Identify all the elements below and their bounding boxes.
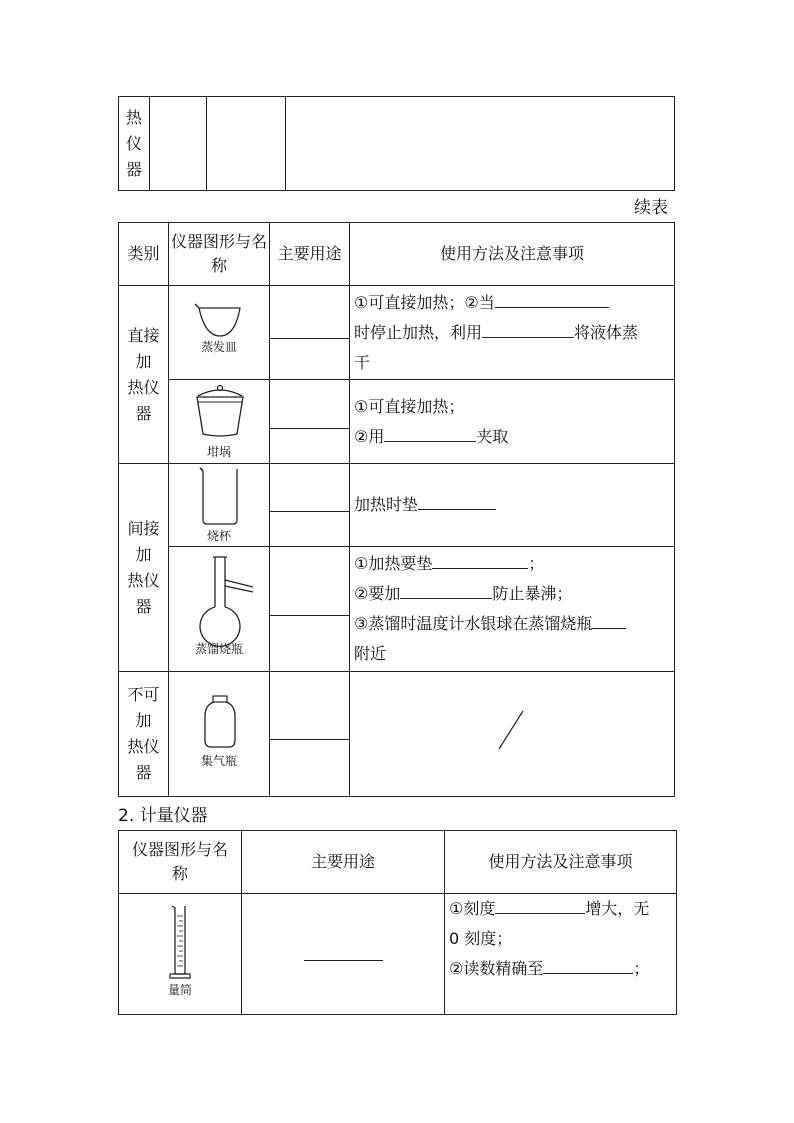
notes-gas-bottle — [350, 672, 675, 797]
use-crucible — [270, 380, 350, 464]
answer-blank — [304, 960, 383, 961]
answer-blank — [270, 428, 349, 429]
group-direct-heating: 直接 加 热仪 器 — [119, 286, 169, 464]
answer-blank — [495, 895, 585, 914]
instrument-name: 蒸馏烧瓶 — [194, 642, 243, 656]
instrument-name: 蒸发皿 — [200, 340, 237, 354]
use-evaporating-dish — [270, 286, 350, 380]
heating-instruments-table — [118, 222, 675, 797]
instrument-name: 烧杯 — [206, 529, 231, 543]
use-distillation-flask — [270, 547, 350, 672]
header-usage-notes: 使用方法及注意事项 — [445, 831, 677, 894]
section2-title: 2. 计量仪器 — [118, 806, 208, 826]
answer-blank — [270, 511, 349, 512]
header-figure-name: 仪器图形与名称 — [169, 223, 270, 286]
notes-distillation-flask: ①加热要垫 ； ②要加 防止暴沸； ③蒸馏时温度计水银球在蒸馏烧瓶 附近 — [350, 547, 675, 672]
instrument-name: 集气瓶 — [200, 754, 237, 768]
figure-distillation-flask — [169, 547, 270, 672]
answer-blank — [543, 955, 633, 974]
category-char: 器 — [125, 159, 142, 179]
figure-cell — [150, 97, 207, 191]
answer-blank — [270, 739, 349, 740]
instrument-name: 量筒 — [167, 983, 192, 997]
header-main-use: 主要用途 — [270, 223, 350, 286]
group-non-heatable: 不可 加 热仪 器 — [119, 672, 169, 797]
figure-evaporating-dish — [169, 286, 270, 380]
header-usage-notes: 使用方法及注意事项 — [350, 223, 675, 286]
answer-blank — [270, 338, 349, 339]
top-fragment-table — [118, 96, 675, 191]
measuring-instruments-table — [118, 830, 677, 1015]
answer-blank — [592, 610, 626, 629]
category-char: 热 — [125, 107, 142, 127]
answer-blank — [432, 550, 528, 569]
use-graduated-cylinder — [242, 894, 445, 1015]
notes-evaporating-dish: ①可直接加热；②当 时停止加热，利用 将液体蒸 干 — [350, 286, 675, 380]
category-cell — [119, 97, 150, 191]
answer-blank — [270, 615, 349, 616]
slash-mark — [350, 672, 675, 797]
figure-beaker — [169, 464, 270, 547]
use-cell — [207, 97, 286, 191]
use-gas-bottle — [270, 672, 350, 797]
notes-crucible: ①可直接加热； ②用 夹取 — [350, 380, 675, 464]
figure-gas-bottle — [169, 672, 270, 797]
answer-blank — [495, 289, 609, 308]
continued-label: 续表 — [634, 198, 668, 218]
gas-collecting-bottle-icon — [169, 672, 270, 797]
use-beaker — [270, 464, 350, 547]
answer-blank — [384, 423, 476, 442]
answer-blank — [418, 491, 496, 510]
instrument-name: 坩埚 — [206, 445, 231, 459]
notes-graduated-cylinder: ①刻度 增大，无 0 刻度； ②读数精确至 ； — [445, 894, 677, 1015]
notes-cell — [286, 97, 675, 191]
evaporating-dish-icon — [169, 286, 270, 380]
header-main-use: 主要用途 — [242, 831, 445, 894]
answer-blank — [482, 319, 574, 338]
category-char: 仪 — [125, 133, 142, 153]
answer-blank — [400, 580, 492, 599]
notes-beaker: 加热时垫 — [350, 464, 675, 547]
figure-graduated-cylinder — [119, 894, 242, 1015]
header-category: 类别 — [119, 223, 169, 286]
header-figure-name: 仪器图形与名 称 — [119, 831, 242, 894]
figure-crucible — [169, 380, 270, 464]
group-indirect-heating: 间接 加 热仪 器 — [119, 464, 169, 672]
